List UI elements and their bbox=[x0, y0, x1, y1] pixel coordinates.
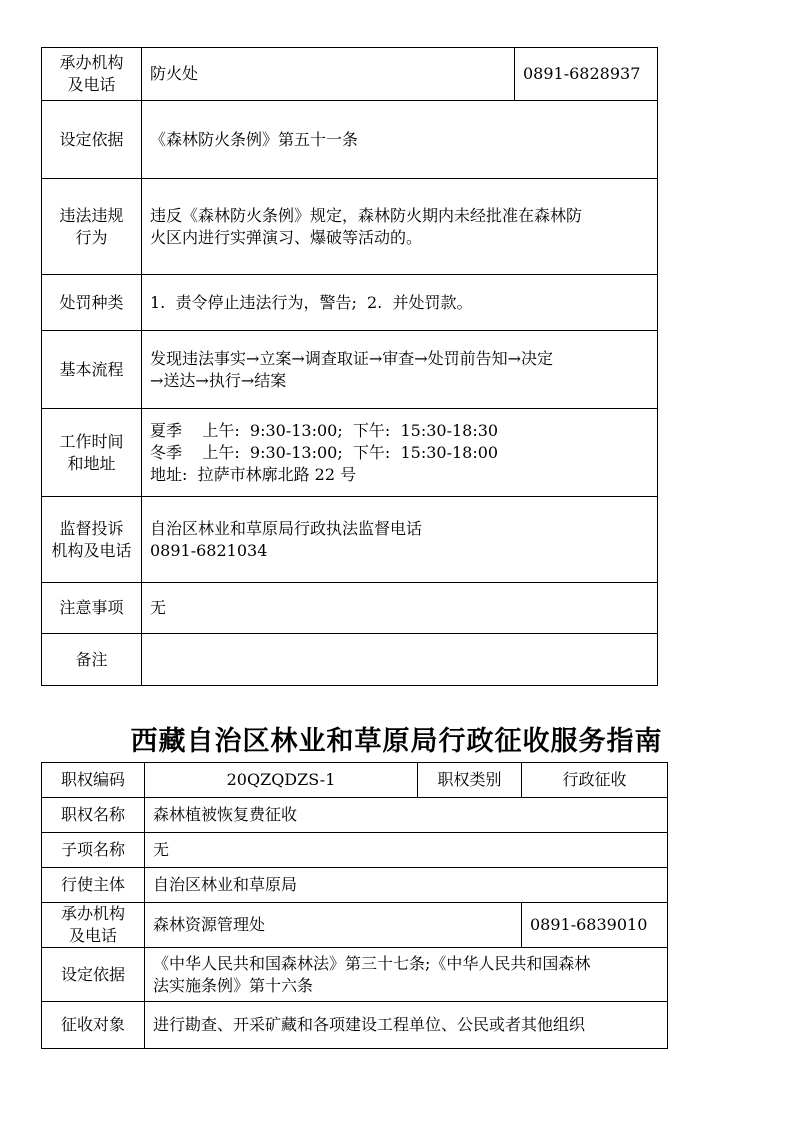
type-value: 行政征收 bbox=[522, 763, 668, 798]
table-row bbox=[42, 48, 658, 101]
row-value: 违反《森林防火条例》规定，森林防火期内未经批准在森林防 火区内进行实弹演习、爆破等活动的。 bbox=[142, 179, 658, 275]
enforcement-guide-table bbox=[41, 47, 658, 686]
table-row bbox=[42, 179, 658, 275]
row-value: 夏季 上午: 9:30-13:00; 下午: 15:30-18:30 冬季 上午: 9:30-13:00; 下午: 15:30-18:00 地址: 拉萨市林廓北路 22 号 bbox=[142, 409, 658, 497]
table-row bbox=[42, 101, 658, 179]
row-label: 处罚种类 bbox=[42, 275, 142, 331]
row-value: 1. 责令停止违法行为，警告; 2. 并处罚款。 bbox=[142, 275, 658, 331]
row-value: 发现违法事实→立案→调查取证→审查→处罚前告知→决定 →送达→执行→结案 bbox=[142, 331, 658, 409]
table-row bbox=[42, 798, 668, 833]
table-row bbox=[42, 833, 668, 868]
row-label: 违法违规 行为 bbox=[42, 179, 142, 275]
phone-value: 0891-6828937 bbox=[515, 48, 658, 101]
table-row bbox=[42, 583, 658, 634]
row-value: 自治区林业和草原局 bbox=[145, 868, 668, 903]
row-label: 职权名称 bbox=[42, 798, 145, 833]
row-label: 设定依据 bbox=[42, 948, 145, 1002]
table-row bbox=[42, 948, 668, 1002]
row-value: 自治区林业和草原局行政执法监督电话 0891-6821034 bbox=[142, 497, 658, 583]
row-label: 征收对象 bbox=[42, 1002, 145, 1049]
table-row bbox=[42, 497, 658, 583]
row-value: 无 bbox=[145, 833, 668, 868]
table-row bbox=[42, 763, 668, 798]
table-row bbox=[42, 409, 658, 497]
row-label: 注意事项 bbox=[42, 583, 142, 634]
phone-value: 0891-6839010 bbox=[522, 903, 668, 948]
code-value: 20QZQDZS-1 bbox=[145, 763, 418, 798]
row-label: 工作时间 和地址 bbox=[42, 409, 142, 497]
row-label: 行使主体 bbox=[42, 868, 145, 903]
row-value: 无 bbox=[142, 583, 658, 634]
code-label: 职权编码 bbox=[42, 763, 145, 798]
row-value: 森林植被恢复费征收 bbox=[145, 798, 668, 833]
table-row bbox=[42, 331, 658, 409]
row-label: 备注 bbox=[42, 634, 142, 686]
table-row bbox=[42, 1002, 668, 1049]
row-label: 监督投诉 机构及电话 bbox=[42, 497, 142, 583]
table-row bbox=[42, 634, 658, 686]
page-title: 西藏自治区林业和草原局行政征收服务指南 bbox=[130, 726, 663, 757]
row-label: 设定依据 bbox=[42, 101, 142, 179]
row-value: 森林资源管理处 bbox=[145, 903, 522, 948]
table-row bbox=[42, 903, 668, 948]
type-label: 职权类别 bbox=[418, 763, 522, 798]
table-row bbox=[42, 868, 668, 903]
row-label: 子项名称 bbox=[42, 833, 145, 868]
collection-guide-table bbox=[41, 762, 668, 1049]
row-label: 承办机构 及电话 bbox=[42, 903, 145, 948]
table-row bbox=[42, 275, 658, 331]
row-value: 《中华人民共和国森林法》第三十七条;《中华人民共和国森林 法实施条例》第十六条 bbox=[145, 948, 668, 1002]
row-value: 防火处 bbox=[142, 48, 515, 101]
row-label: 承办机构 及电话 bbox=[42, 48, 142, 101]
row-value bbox=[142, 634, 658, 686]
row-label: 基本流程 bbox=[42, 331, 142, 409]
row-value: 进行勘查、开采矿藏和各项建设工程单位、公民或者其他组织 bbox=[145, 1002, 668, 1049]
row-value: 《森林防火条例》第五十一条 bbox=[142, 101, 658, 179]
